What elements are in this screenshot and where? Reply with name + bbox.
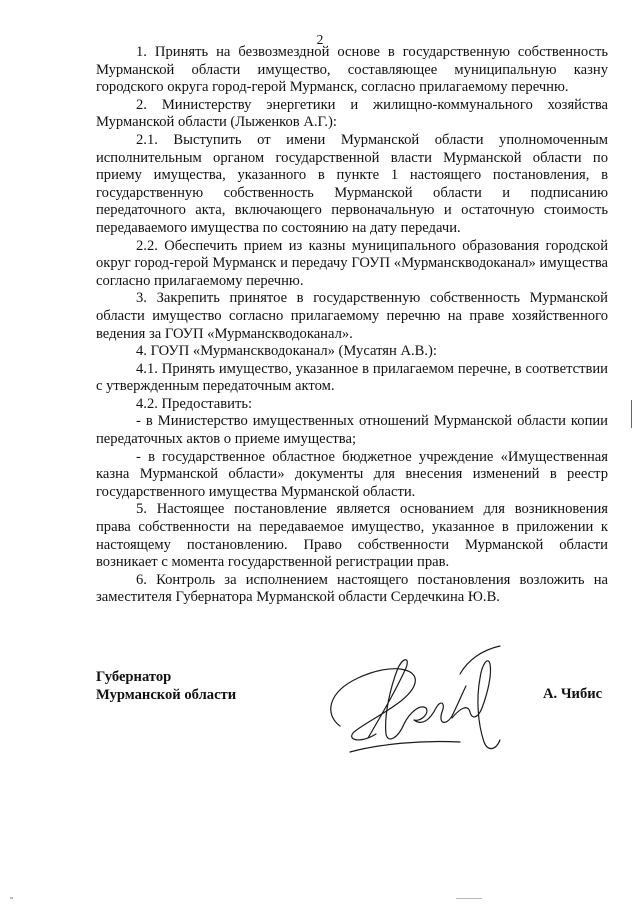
paragraph-1: 1. Принять на безвозмездной основе в государственную собственность Мурманской области имущество, составляющее муниципальную казну городского округа город-герой Мурманск, согласно прилагаемому перечню.	[96, 44, 608, 96]
handwritten-signature	[310, 634, 530, 764]
paragraph-4: 4. ГОУП «Мурманскводоканал» (Мусатян А.В.):	[136, 343, 437, 360]
signatory-title-line-2: Мурманской области	[96, 687, 237, 703]
signatory-name: А. Чибис	[543, 686, 603, 702]
paragraph-4-2-item-1: - в Министерство имущественных отношений Мурманской области копии передаточных актов о приеме имущества;	[96, 413, 608, 448]
paragraph-4-2: 4.2. Предоставить:	[136, 395, 253, 412]
margin-mark	[631, 400, 632, 428]
signatory-title-line-1: Губернатор	[96, 669, 172, 685]
paragraph-6: 6. Контроль за исполнением настоящего постановления возложить на заместителя Губернатора Мурманской области Сердечкина Ю.В.	[96, 571, 608, 606]
decree-body	[96, 44, 608, 607]
paragraph-3: 3. Закрепить принятое в государственную собственность Мурманской области имущество согласно прилагаемому перечню на праве хозяйственного ведения за ГОУП «Мурманскводоканал».	[96, 290, 608, 342]
paragraph-2: 2. Министерству энергетики и жилищно-коммунального хозяйства Мурманской области (Лыженков А.Г.):	[96, 96, 608, 131]
paragraph-2-2: 2.2. Обеспечить прием из казны муниципального образования городской округ город-герой Мурманск и передачу ГОУП «Мурманскводоканал» имущества согласно прилагаемому перечню.	[96, 237, 608, 289]
scan-artifact-dot	[10, 897, 13, 899]
scan-artifact	[456, 898, 482, 899]
page-number: 2	[316, 32, 324, 47]
paragraph-2-1: 2.1. Выступить от имени Мурманской области уполномоченным исполнительным органом государственной власти Мурманской области по приему имущества, указанного в пункте 1 настоящего постановления, в государственную собственность Мурманской области и подписанию передаточного акта, включающего первоначальную и остаточную стоимость передаваемого имущества по состоянию на дату передачи.	[96, 131, 608, 236]
paragraph-4-1: 4.1. Принять имущество, указанное в прилагаемом перечне, в соответствии с утвержденным передаточным актом.	[96, 360, 608, 395]
paragraph-5: 5. Настоящее постановление является основанием для возникновения права собственности на передаваемое имущество, указанное в приложении к настоящему постановлению. Право собственности Мурманской области возникает с момента государственной регистрации прав.	[96, 501, 608, 571]
signatory-title	[96, 668, 236, 704]
paragraph-4-2-item-2: - в государственное областное бюджетное учреждение «Имущественная казна Мурманской области» документы для внесения изменений в реестр государственного имущества Мурманской области.	[96, 448, 608, 500]
